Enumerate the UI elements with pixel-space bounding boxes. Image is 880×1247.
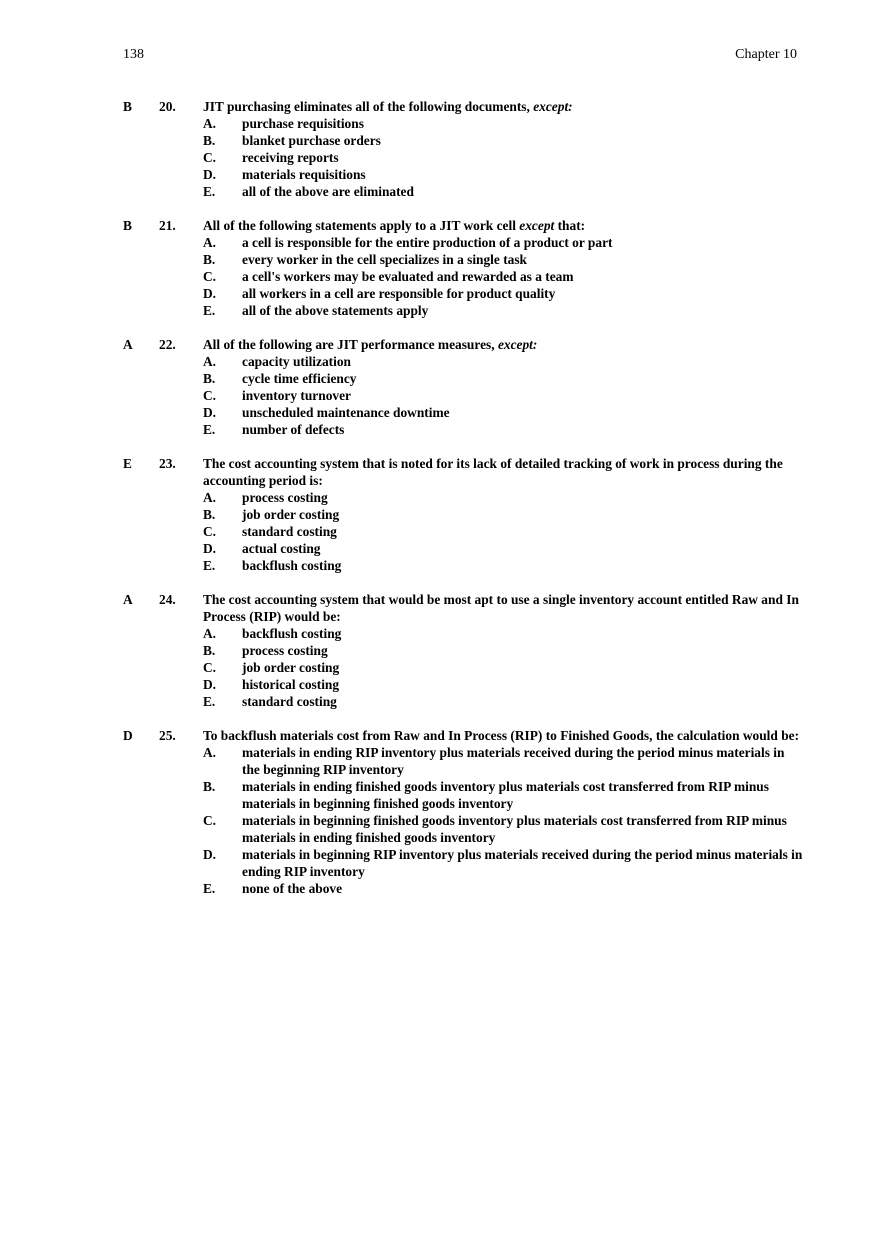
option (123, 506, 803, 523)
question-list (123, 98, 803, 914)
option-text: historical costing (242, 677, 340, 692)
question (123, 336, 803, 438)
option (123, 387, 803, 404)
question-stem: The cost accounting system that would be most apt to use a single inventory account entitled Raw and In Process (RIP) would be: (203, 592, 799, 624)
option-label: D. (203, 286, 217, 301)
option (123, 285, 803, 302)
option-text: blanket purchase orders (242, 133, 381, 148)
option-label: B. (203, 252, 216, 267)
option (123, 659, 803, 676)
option-text: backflush costing (242, 558, 342, 573)
option-label: B. (203, 643, 216, 658)
answer-key: B (123, 99, 132, 114)
option-text: all of the above are eliminated (242, 184, 414, 199)
option-text: process costing (242, 490, 328, 505)
question-number: 25. (159, 728, 176, 743)
option-label: E. (203, 694, 216, 709)
option-label: E. (203, 184, 216, 199)
option-text: standard costing (242, 694, 337, 709)
question-stem: All of the following are JIT performance measures, except: (203, 337, 538, 352)
option (123, 846, 803, 880)
option (123, 234, 803, 251)
option-text: none of the above (242, 881, 343, 896)
chapter-title: Chapter 10 (735, 47, 797, 62)
option-label: B. (203, 133, 216, 148)
option (123, 132, 803, 149)
question-stem: JIT purchasing eliminates all of the following documents, except: (203, 99, 573, 114)
answer-key: B (123, 218, 132, 233)
option-text: materials requisitions (242, 167, 366, 182)
option-label: D. (203, 847, 217, 862)
option-text: process costing (242, 643, 328, 658)
option-text: materials in ending RIP inventory plus materials received during the period minus materials in the beginning RIP inventory (242, 745, 785, 777)
option-text: cycle time efficiency (242, 371, 357, 386)
option (123, 183, 803, 200)
option (123, 676, 803, 693)
option-text: a cell is responsible for the entire production of a product or part (242, 235, 613, 250)
option-text: job order costing (242, 660, 340, 675)
option-label: C. (203, 813, 217, 828)
option-label: A. (203, 490, 217, 505)
option-label: A. (203, 626, 217, 641)
option (123, 625, 803, 642)
option-text: standard costing (242, 524, 337, 539)
question (123, 591, 803, 710)
option-label: C. (203, 150, 217, 165)
option-label: A. (203, 354, 217, 369)
answer-key: A (123, 337, 133, 352)
question-number: 23. (159, 456, 176, 471)
question (123, 455, 803, 574)
answer-key: D (123, 728, 133, 743)
option (123, 812, 803, 846)
option-label: D. (203, 541, 217, 556)
option (123, 268, 803, 285)
option-label: B. (203, 779, 216, 794)
option-label: C. (203, 388, 217, 403)
question-number: 24. (159, 592, 176, 607)
option-label: A. (203, 116, 217, 131)
page-number: 138 (123, 47, 144, 62)
option-text: number of defects (242, 422, 345, 437)
option-text: purchase requisitions (242, 116, 364, 131)
option-label: E. (203, 303, 216, 318)
option-label: C. (203, 524, 217, 539)
option-label: B. (203, 507, 216, 522)
question (123, 217, 803, 319)
option (123, 540, 803, 557)
option (123, 557, 803, 574)
option (123, 251, 803, 268)
option (123, 302, 803, 319)
option (123, 166, 803, 183)
option-label: A. (203, 235, 217, 250)
option (123, 693, 803, 710)
question-number: 21. (159, 218, 176, 233)
option-text: materials in beginning RIP inventory plus materials received during the period minus materials in ending RIP inventory (242, 847, 803, 879)
option-text: materials in beginning finished goods inventory plus materials cost transferred from RIP minus materials in ending finished goods inventory (242, 813, 787, 845)
option (123, 778, 803, 812)
option-label: B. (203, 371, 216, 386)
option (123, 404, 803, 421)
question-number: 22. (159, 337, 176, 352)
option (123, 149, 803, 166)
option-label: A. (203, 745, 217, 760)
option-text: inventory turnover (242, 388, 351, 403)
option (123, 642, 803, 659)
option-label: E. (203, 422, 216, 437)
question (123, 98, 803, 200)
answer-key: A (123, 592, 133, 607)
option-text: a cell's workers may be evaluated and rewarded as a team (242, 269, 574, 284)
option (123, 353, 803, 370)
option-text: actual costing (242, 541, 321, 556)
option-label: C. (203, 269, 217, 284)
option-label: E. (203, 881, 216, 896)
option-text: every worker in the cell specializes in a single task (242, 252, 528, 267)
option (123, 370, 803, 387)
question-stem: The cost accounting system that is noted for its lack of detailed tracking of work in process during the accounting period is: (203, 456, 783, 488)
question-stem: All of the following statements apply to a JIT work cell except that: (203, 218, 586, 233)
option-text: job order costing (242, 507, 340, 522)
question-stem: To backflush materials cost from Raw and In Process (RIP) to Finished Goods, the calculation would be: (203, 728, 800, 743)
option (123, 523, 803, 540)
question (123, 727, 803, 897)
option-text: all workers in a cell are responsible for product quality (242, 286, 556, 301)
option-label: D. (203, 167, 217, 182)
option (123, 115, 803, 132)
option-text: unscheduled maintenance downtime (242, 405, 450, 420)
option (123, 744, 803, 778)
option-label: E. (203, 558, 216, 573)
option-label: C. (203, 660, 217, 675)
option (123, 880, 803, 897)
question-number: 20. (159, 99, 176, 114)
option-text: capacity utilization (242, 354, 351, 369)
option-label: D. (203, 677, 217, 692)
option-text: backflush costing (242, 626, 342, 641)
option (123, 489, 803, 506)
option (123, 421, 803, 438)
option-label: D. (203, 405, 217, 420)
option-text: receiving reports (242, 150, 339, 165)
option-text: all of the above statements apply (242, 303, 429, 318)
option-text: materials in ending finished goods inventory plus materials cost transferred from RIP minus materials in beginning finished goods inventory (242, 779, 769, 811)
answer-key: E (123, 456, 132, 471)
